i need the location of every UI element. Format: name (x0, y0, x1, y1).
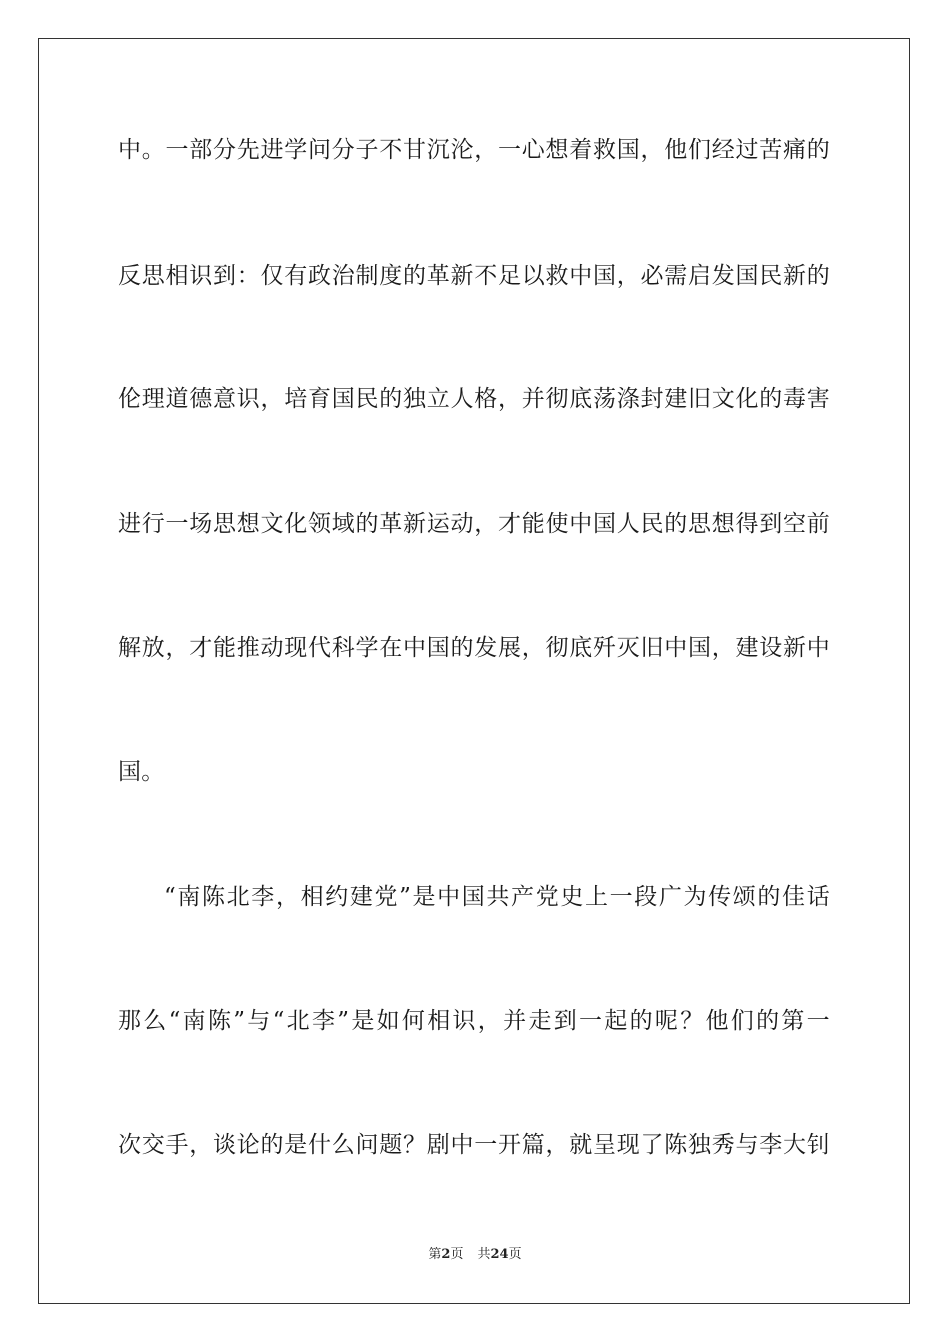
current-page-number: 2 (441, 1247, 451, 1262)
total-page-count: 24 (490, 1247, 509, 1262)
body-line-8: 那么“南陈”与“北李”是如何相识，并走到一起的呢？他们的第一 (118, 1008, 830, 1034)
page-footer (0, 1247, 950, 1263)
body-line-2: 反思相识到：仅有政治制度的革新不足以救中国，必需启发国民新的 (118, 263, 830, 289)
body-line-4: 进行一场思想文化领域的革新运动，才能使中国人民的思想得到空前 (118, 511, 830, 537)
page-label-suffix: 页 (450, 1247, 464, 1262)
total-label-prefix: 共 (477, 1247, 491, 1262)
body-line-1: 中。一部分先进学问分子不甘沉沦，一心想着救国，他们经过苦痛的 (118, 137, 830, 163)
page-border (38, 38, 910, 1304)
page-label-prefix: 第 (428, 1247, 442, 1262)
paragraph-first-line: “南陈北李，相约建党”是中国共产党史上一段广为传颂的佳话 (164, 884, 830, 910)
body-line-3: 伦理道德意识，培育国民的独立人格，并彻底荡涤封建旧文化的毒害 (118, 386, 830, 412)
body-line-5: 解放，才能推动现代科学在中国的发展，彻底歼灭旧中国，建设新中 (118, 635, 830, 661)
body-line-6: 国。 (118, 759, 165, 785)
body-line-9: 次交手，谈论的是什么问题？剧中一开篇，就呈现了陈独秀与李大钊 (118, 1132, 830, 1158)
total-label-suffix: 页 (508, 1247, 522, 1262)
